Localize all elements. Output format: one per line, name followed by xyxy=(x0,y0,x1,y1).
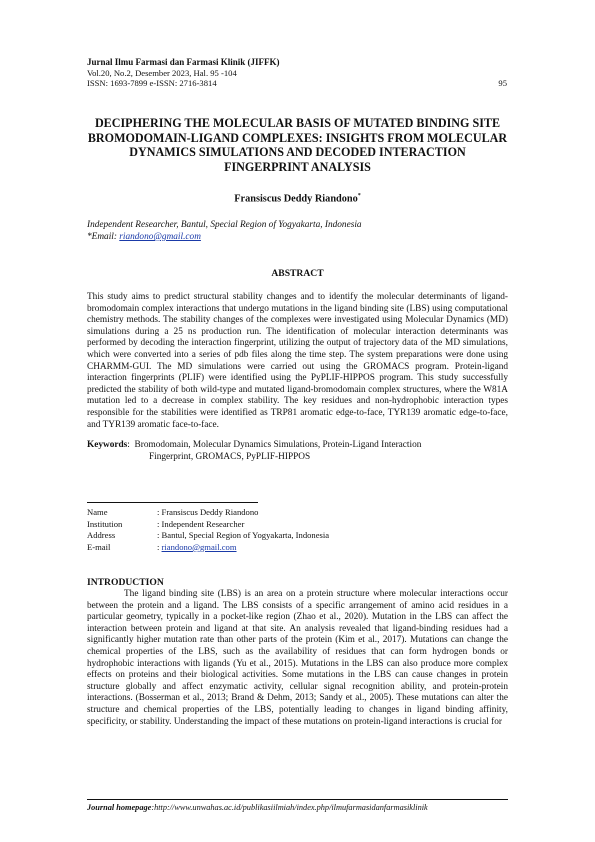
email-label: *Email: xyxy=(87,232,120,242)
journal-volume: Vol.20, No.2, Desember 2023, Hal. 95 -104 xyxy=(87,67,237,78)
email-line xyxy=(87,231,508,243)
info-key: E-mail xyxy=(87,541,111,552)
paper-title: DECIPHERING THE MOLECULAR BASIS OF MUTATED BINDING SITE BROMODOMAIN-LIGAND COMPLEXES: INSIGHTS FROM MOLECULAR DYNAMICS SIMULATIONS AND DECODED INTERACTION FINGERPRINT ANALYSIS xyxy=(87,116,508,174)
info-value: : Independent Researcher xyxy=(157,518,245,529)
divider-rule xyxy=(87,502,258,503)
author-info-table xyxy=(87,507,329,553)
info-value: : Bantul, Special Region of Yogyakarta, Indonesia xyxy=(157,530,330,541)
journal-header xyxy=(87,57,507,89)
keywords-second-line: Fingerprint, GROMACS, PyPLIF-HIPPOS xyxy=(149,451,311,462)
footer-label: Journal homepage xyxy=(87,803,152,812)
affiliation xyxy=(87,219,508,243)
email-link[interactable]: riandono@gmail.com xyxy=(119,232,201,242)
info-key: Name xyxy=(87,507,108,517)
info-row-address xyxy=(87,530,329,542)
keywords-first-line: Bromodomain, Molecular Dynamics Simulations, Protein-Ligand Interaction xyxy=(134,440,422,450)
abstract-heading: ABSTRACT xyxy=(271,268,324,279)
info-email-link[interactable]: riandono@gmail.com xyxy=(161,541,237,552)
keywords-label: Keywords xyxy=(87,440,128,450)
info-key: Address xyxy=(87,530,116,541)
journal-name: Jurnal Ilmu Farmasi dan Farmasi Klinik (JIFFK) xyxy=(87,57,280,67)
introduction-text: The ligand binding site (LBS) is an area on a protein structure where molecular interactions occur between the protein and a ligand. The LBS consists of a specific arrangement of amino acid residues in a particular geometry, typically in a pocket-like region (Zhao et al., 2020). Mutation in the LBS can affect the interaction between protein and ligand at that site. An analysis revealed that ligand-binding residues had a significantly higher mutation rate than other parts of the protein (Kim et al., 2017). Mutations can change the chemical properties of the LBS, such as the availability of residues that can form hydrogen bonds or hydrophobic interactions with ligands (Yu et al., 2015). Mutations in the LBS can also produce more complex effects on proteins and their biological activities. Some mutations in the LBS can cause changes in protein structure globally and affect enzymatic activity, cellular signal recognition ability, and protein-protein interactions. (Bosserman et al., 2013; Brand & Dehm, 2013; Sandy et al., 2005). These mutations can alter the structure and chemical properties of the LBS, potentially leading to changes in ligand binding affinity, specificity, or stability. Understanding the impact of these mutations on protein-ligand interactions is crucial for xyxy=(87,589,508,727)
footer-rule xyxy=(87,799,508,800)
keywords: Keywords: Bromodomain, Molecular Dynamics Simulations, Protein-Ligand Interaction Fingerprint, GROMACS, PyPLIF-HIPPOS xyxy=(87,440,508,464)
affiliation-line: Independent Researcher, Bantul, Special Region of Yogyakarta, Indonesia xyxy=(87,220,362,230)
journal-footer xyxy=(87,803,508,812)
abstract-text: This study aims to predict structural stability changes and to identify the molecular determinants of ligand-bromodomain complex interactions that undergo mutations in the ligand binding site (LBS) using computational chemistry methods. The stability changes of the complexes were investigated using Molecular Dynamics (MD) simulations during a 25 ns production run. The identification of molecular interaction determinants was performed by decoding the interaction fingerprint, utilizing the output of trajectory data of the MD simulations, which were converted into a series of pdb files along the time step. The system preparations were done using CHARMM-GUI. The MD simulations were carried out using the GROMACS program. Protein-ligand interaction fingerprints (PLIF) were identified using the PyPLIF-HIPPOS program. This study successfully predicted the stability of both wild-type and mutated ligand-bromodomain complex structures, where the W81A mutation led to a decrease in complex stability. The key residues and non-hydrophobic interaction types responsible for the stabilities were identified as TRP81 aromatic edge-to-face, TYR139 aromatic edge-to-face, and TYR139 aromatic face-to-face. xyxy=(87,292,508,430)
page-number: 95 xyxy=(498,78,507,88)
author-mark: * xyxy=(357,193,361,199)
info-row-email xyxy=(87,542,329,554)
info-row-institution xyxy=(87,519,329,531)
info-key: Institution xyxy=(87,518,123,529)
author-name: Fransiscus Deddy Riandono xyxy=(234,193,358,205)
info-value: : Fransiscus Deddy Riandono xyxy=(157,507,259,517)
introduction-heading: INTRODUCTION xyxy=(87,577,164,588)
info-row-name xyxy=(87,507,329,519)
journal-issn: ISSN: 1693-7899 e-ISSN: 2716-3814 xyxy=(87,78,217,89)
info-value: : riandono@gmail.com xyxy=(157,541,237,552)
footer-url[interactable]: :http://www.unwahas.ac.id/publikasiilmiah/index.php/ilmufarmasidanfarmasiklinik xyxy=(151,803,428,812)
author-line xyxy=(87,193,508,204)
